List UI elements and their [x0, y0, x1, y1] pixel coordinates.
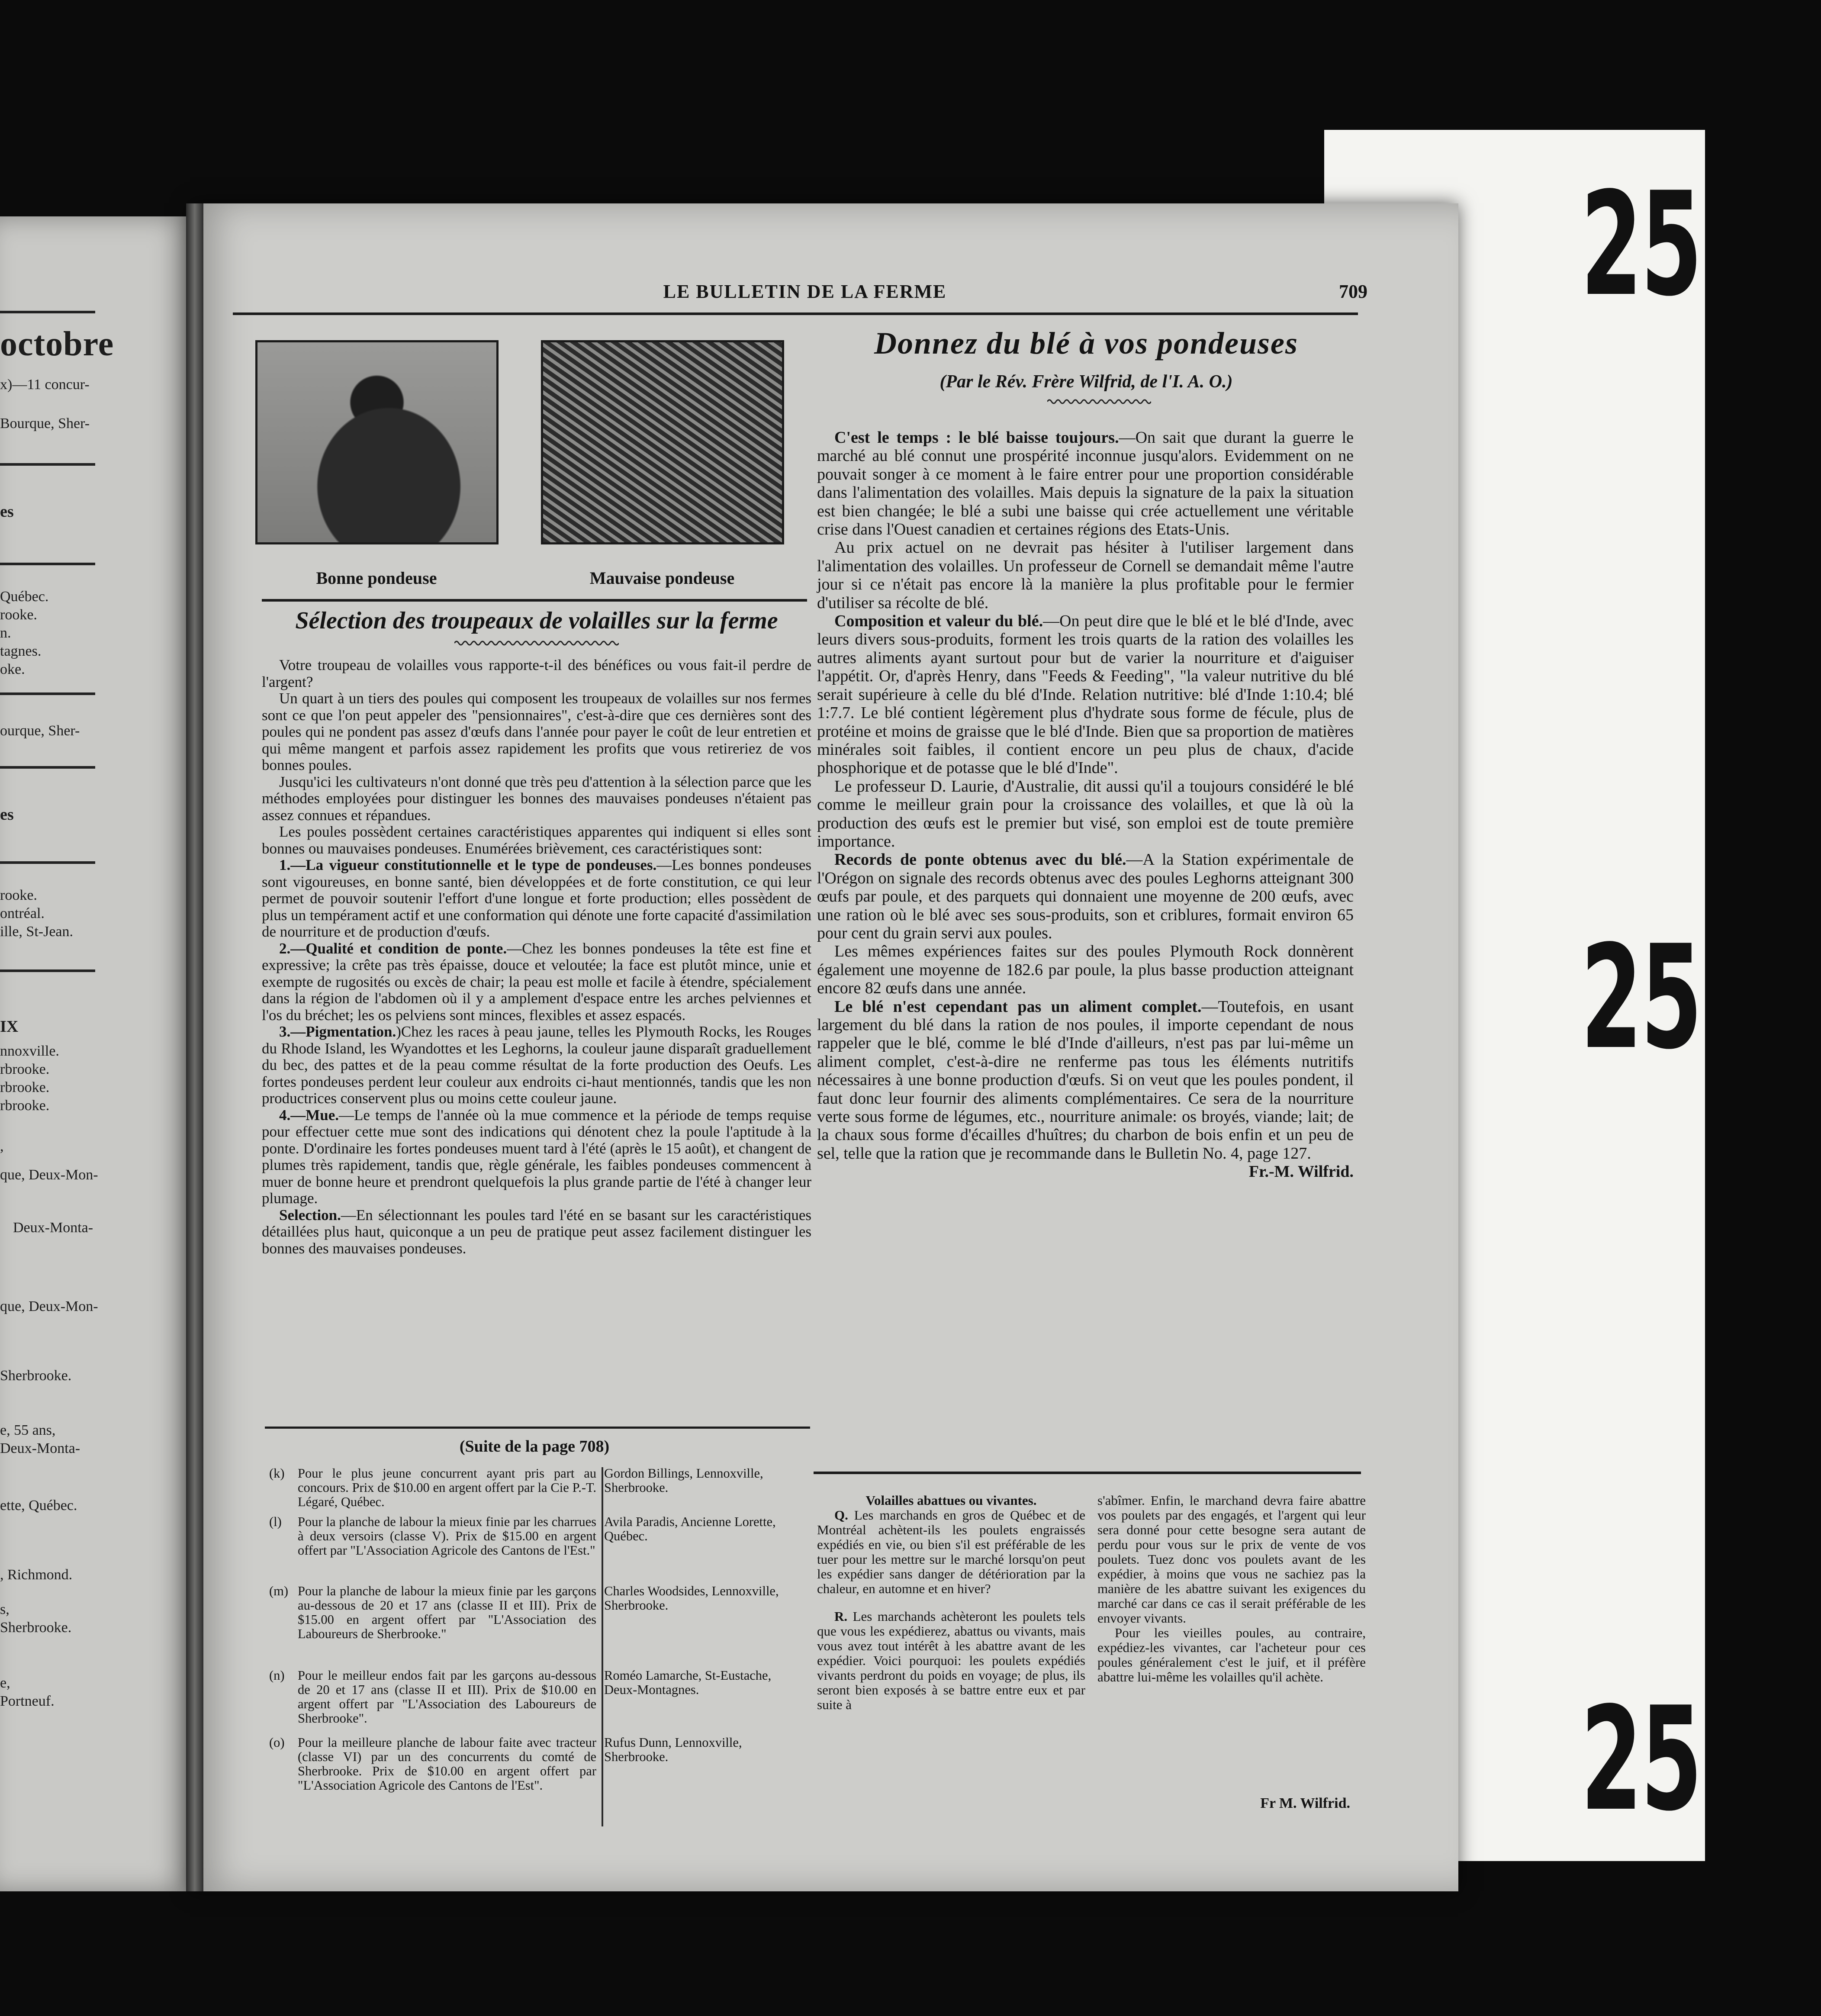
suite-letter: (m) — [269, 1584, 289, 1598]
subhead: 4.—Mue. — [279, 1106, 339, 1124]
wavy-divider — [1047, 398, 1151, 405]
left-page-line: nnoxville. — [0, 1043, 59, 1059]
left-page-line: tagnes. — [0, 643, 42, 659]
paragraph-text: —Toutefois, en usant largement du blé dans la ration de nos poules, il importe cependant de nous rappeler que le blé, comme le blé d'Inde d'ailleurs, n'est pas par lui-même un aliment complet, c'est-à-dire ne renferme pas tous les éléments nutritifs nécessaires à une bonne production d'œufs. Si on veut que les poules pondent, il faut donc leur fournir des aliments complémentaires. Ce sera de la nourriture verte sous forme de légumes, etc., nourriture animale: os broyés, viande; lait; de la chaux sous forme d'écailles d'huîtres; du charbon de bois enfin et un peu de sel, telle que la ration que je recommande dans le Bulletin No. 4, page 127. — [817, 997, 1354, 1163]
paragraph-text: —En sélectionnant les poules tard l'été en se basant sur les caractéristiques détaillées plus haut, quiconque a un peu de pratique peut assez facilement distinguer les bonnes des mauvaises pondeuses. — [262, 1206, 811, 1257]
suite-letter: (l) — [269, 1514, 282, 1529]
paragraph-text: —A la Station expérimentale de l'Orégon on signale des records obtenus avec des poules Leghorns atteignant 300 œufs par poule, et des parquets qui donnaient une moyenne de 200 œufs, avec une ration où le blé avec ses sous-produits, son et criblures, formait environ 65 pour cent du grain servi aux poules. — [817, 850, 1354, 942]
left-page-line: es — [0, 502, 14, 521]
qa-question — [817, 1508, 1085, 1596]
left-page-line: oke. — [0, 661, 25, 677]
left-page-line: Québec. — [0, 589, 49, 605]
section-rule — [265, 1427, 810, 1429]
bad-hen-photo — [541, 340, 784, 544]
paragraph-text: —On peut dire que le blé et le blé d'Inde, avec leurs divers sous-produits, forment les trois quarts de la ration des volailles les autres aliments ayant surtout pour but de varier la nourriture et d'aiguiser l'appétit. Or, d'après Henry, dans "Feeds & Feeding", "la valeur nutritive du blé serait supérieure à celle du blé d'Inde. Relation nutritive: blé d'Inde 1:10.4; blé 1:7.7. Le blé contient légèrement plus d'hydrate sous forme de fécule, plus de protéine et moins de graisse que le blé d'Inde. Bien que sa proportion de matières minérales soit faibles, il contient encore un peu plus de chaux, d'acide phosphorique et de potasse que le blé d'Inde". — [817, 612, 1354, 777]
left-page-line: ille, St-Jean. — [0, 924, 74, 940]
left-page-line: Sherbrooke. — [0, 1620, 72, 1636]
left-page-line: octobre — [0, 325, 114, 363]
left-page-line: Portneuf. — [0, 1693, 55, 1709]
page-number: 709 — [1339, 281, 1367, 302]
paragraph: Un quart à un tiers des poules qui composent les troupeaux de volailles sur nos fermes sont ce que l'on peut appeler des "pensionnaires", c'est-à-dire que ces dernières sont des poules qui ne pondent pas assez d'œufs dans l'année pour payer le coût de leur entretien et qui même mangent et parfois assez rapidement les profits que vous retireriez de vos bonnes poules. — [262, 690, 811, 773]
left-page-line: x)—11 concur- — [0, 377, 90, 393]
header-rule — [233, 312, 1358, 315]
tab-number-bottom: 25 — [1580, 1676, 1701, 1842]
paragraph-text: —On sait que durant la guerre le marché au blé connut une prospérité inconnue jusqu'alors. Evidemment on ne pouvait songer à ce moment à le faire entrer pour une proportion considérable dans l'alimentation des volailles. Mais depuis la signature de la paix la situation est bien changée; le blé a subi une baisse qui crée actuellement une véritable crise dans l'Ouest canadien et certaines régions des Etats-Unis. — [817, 428, 1354, 539]
left-page-line: Deux-Monta- — [13, 1220, 93, 1236]
suite-desc: Pour la planche de labour la mieux finie par les garçons au-dessous de 20 et 17 ans (classe II et III). Prix de $15.00 en argent offert par "L'Association des Laboureurs de Sherbrooke." — [298, 1584, 596, 1641]
left-page-line: , — [0, 1138, 4, 1154]
left-page-line: s, — [0, 1601, 10, 1617]
suite-winner: Gordon Billings, Lennoxville, Sherbrooke. — [604, 1466, 763, 1495]
wavy-divider — [454, 640, 619, 647]
left-page-line: Sherbrooke. — [0, 1368, 72, 1384]
subhead: Composition et valeur du blé. — [834, 612, 1043, 631]
right-article-title: Donnez du blé à vos pondeuses — [874, 326, 1299, 361]
left-page-line: ette, Québec. — [0, 1498, 77, 1514]
paragraph — [817, 850, 1354, 942]
paragraph-text: )Chez les races à peau jaune, telles les Plymouth Rocks, les Rouges du Rhode Island, les Wyandottes et les Leghorns, la couleur jaune disparaît graduellement du bec, des pattes et de la peau comme résultat de la forte production des Oeufs. Les fortes pondeuses perdent leur couleur aux endroits ci-haut mentionnés, tandis que les non productrices conservent plus ou moins cette couleur jaune. — [262, 1023, 811, 1107]
qa-right-column — [1097, 1493, 1366, 1684]
left-page-line: n. — [0, 625, 11, 641]
left-page-line: ourque, Sher- — [0, 723, 80, 739]
left-page-line: ontréal. — [0, 905, 45, 921]
masthead-title: LE BULLETIN DE LA FERME — [663, 281, 947, 302]
section-rule — [262, 599, 807, 602]
tab-number-top: 25 — [1580, 161, 1701, 328]
paragraph: Les poules possèdent certaines caractéristiques apparentes qui indiquent si elles sont bonnes ou mauvaises pondeuses. Enumérées brièvement, ces caractéristiques sont: — [262, 823, 811, 857]
subhead: 1.—La vigueur constitutionnelle et le type de pondeuses. — [279, 857, 657, 873]
paragraph-text: —Les bonnes pondeuses sont vigoureuses, en bonne santé, bien développées et de forte constitution, ce qui leur permet de pouvoir soutenir l'effort d'une longue et forte production; elles possèdent de plus un tempérament actif et une conformation qui dénote une forte capacité d'assimilation de nourriture et de production d'œufs. — [262, 857, 811, 940]
qa-label: R. — [834, 1609, 848, 1624]
qa-answer — [817, 1609, 1085, 1712]
subhead: Records de ponte obtenus avec du blé. — [834, 850, 1126, 869]
paragraph — [817, 998, 1354, 1163]
left-page-line: que, Deux-Mon- — [0, 1167, 98, 1183]
subhead: 3.—Pigmentation. — [279, 1023, 396, 1040]
left-page-line: rooke. — [0, 607, 37, 623]
qa-label: Q. — [834, 1507, 848, 1523]
qa-signature: Fr M. Wilfrid. — [1260, 1795, 1350, 1811]
suite-winner: Rufus Dunn, Lennoxville, Sherbrooke. — [604, 1735, 742, 1764]
right-article-byline: (Par le Rév. Frère Wilfrid, de l'I. A. O.) — [939, 372, 1233, 392]
subhead: Selection. — [279, 1206, 341, 1224]
paragraph: Les mêmes expériences faites sur des poules Plymouth Rock donnèrent également une moyenne de 182.6 par poule, la plus basse production atteignant encore 82 œufs dans une année. — [817, 942, 1354, 998]
qa-text: Les marchands achèteront les poulets tels que vous les expédierez, abattus ou vivants, mais vous avez tout intérêt à les abattre avant de les expédier. Voici pourquoi: les poulets expédiés vivants perdront du poids en voyage; de plus, ils seront bien exposés à se battre entre eux et par suite à — [817, 1609, 1085, 1712]
tab-number-middle: 25 — [1580, 915, 1701, 1081]
left-article-body — [262, 657, 811, 1257]
right-article-body — [817, 428, 1354, 1181]
good-hen-photo — [255, 340, 499, 544]
paragraph — [817, 612, 1354, 777]
suite-desc: Pour le plus jeune concurrent ayant pris part au concours. Prix de $10.00 en argent offert par la Cie P.-T. Légaré, Québec. — [298, 1466, 596, 1509]
qa-text: Pour les vieilles poules, au contraire, expédiez-les vivantes, car l'acheteur pour ces poules généralement c'est le juif, et il préfère abattre lui-même les volailles qu'il achète. — [1097, 1625, 1366, 1684]
paragraph: Jusqu'ici les cultivateurs n'ont donné que très peu d'attention à la sélection parce que les méthodes employées pour distinguer les bonnes des mauvaises pondeuses n'étaient pas assez connues et répandues. — [262, 773, 811, 824]
left-page-line: e, 55 ans, — [0, 1422, 56, 1438]
paragraph: Le professeur D. Laurie, d'Australie, dit aussi qu'il a toujours considéré le blé comme le meilleur grain pour la croissance des volailles, et que là où la production des œufs est le premier but visé, son emploi est de toute première importance. — [817, 777, 1354, 850]
paragraph: Votre troupeau de volailles vous rapporte-t-il des bénéfices ou vous fait-il perdre de l'argent? — [262, 657, 811, 690]
left-page-line: , Richmond. — [0, 1567, 73, 1583]
subhead: Le blé n'est cependant pas un aliment complet. — [834, 997, 1202, 1016]
paragraph — [817, 428, 1354, 538]
suite-desc: Pour le meilleur endos fait par les garçons au-dessous de 20 et 17 ans (classe II et III). Prix de $10.00 en argent offert par "L'Association des Laboureurs de Sherbrooke". — [298, 1668, 596, 1726]
left-page-fragment — [0, 216, 190, 1891]
qa-left-column — [817, 1493, 1085, 1712]
qa-text: s'abîmer. Enfin, le marchand devra faire abattre vos poulets par des engagés, et l'argent qui leur sera donné pour cette besogne sera autant de perdu pour vous sur le prix de vente de vos poulets. Tuez donc vos poulets avant de les expédier, à moins que vous ne sachiez pas la manière de les abattre suivant les exigences du marché car dans ce cas il serait préférable de les envoyer vivants. — [1097, 1493, 1366, 1626]
left-page-line: IX — [0, 1018, 19, 1036]
left-page-line: Deux-Monta- — [0, 1440, 80, 1456]
qa-text: Les marchands en gros de Québec et de Montréal achètent-ils les poulets engraissés expédiés en vie, ou bien s'il est préférable de les tuer pour les mettre sur le marché lorsqu'on peut les expédier sans danger de détérioration par la chaleur, en automne et en hiver? — [817, 1507, 1085, 1596]
paragraph — [262, 940, 811, 1024]
paragraph: Au prix actuel on ne devrait pas hésiter à l'utiliser largement dans l'alimentation des volailles. Un professeur de Cornell se demandait même l'autre jour si ce n'était pas encore là la manière la plus profitable pour le fermier d'utiliser sa récolte de blé. — [817, 538, 1354, 612]
paragraph — [262, 1207, 811, 1257]
suite-letter: (k) — [269, 1466, 285, 1481]
signature-line — [817, 1163, 1354, 1181]
suite-letter: (o) — [269, 1735, 285, 1750]
subhead: C'est le temps : le blé baisse toujours. — [834, 428, 1119, 447]
paragraph — [262, 1024, 811, 1107]
paragraph-text: —Chez les bonnes pondeuses la tête est fine et expressive; la crête pas très épaisse, douce et veloutée; la face est plutôt mince, unie et exempte de rugosités ou excès de chair; la peau est molle et facile à étendre, spécialement dans la région de l'abdomen où il y a amplement d'espace entre les arches pelviennes et l'os du bréchet; les os pelviens sont minces, flexibles et assez espacés. — [262, 940, 811, 1024]
paragraph — [262, 857, 811, 940]
suite-desc: Pour la meilleure planche de labour faite avec tracteur (classe VI) par un des concurrents du comté de Sherbrooke. Prix de $10.00 en argent offert par "L'Association Agricole des Cantons de l'Est". — [298, 1735, 596, 1793]
left-page-line: que, Deux-Mon- — [0, 1298, 98, 1314]
qa-title: Volailles abattues ou vivantes. — [865, 1493, 1037, 1508]
suite-desc: Pour la planche de labour la mieux finie par les charrues à deux versoirs (classe V). Prix de $15.00 en argent offert par "L'Association Agricole des Cantons de l'Est." — [298, 1514, 596, 1558]
suite-winner: Charles Woodsides, Lennoxville, Sherbrooke. — [604, 1584, 779, 1613]
section-rule — [814, 1472, 1361, 1474]
left-page-line: e, — [0, 1675, 10, 1691]
left-page-line: es — [0, 805, 14, 824]
left-page-line: rooke. — [0, 887, 37, 903]
left-page-line: rbrooke. — [0, 1079, 50, 1095]
subhead: 2.—Qualité et condition de ponte. — [279, 940, 507, 957]
suite-winner: Avila Paradis, Ancienne Lorette, Québec. — [604, 1514, 776, 1543]
column-divider — [602, 1467, 603, 1826]
paragraph — [262, 1107, 811, 1207]
left-page-line: Bourque, Sher- — [0, 415, 90, 432]
photo-caption-bad: Mauvaise pondeuse — [589, 568, 735, 588]
suite-letter: (n) — [269, 1668, 285, 1683]
suite-winner: Roméo Lamarche, St-Eustache, Deux-Montagnes. — [604, 1668, 772, 1697]
left-page-line: rbrooke. — [0, 1061, 50, 1077]
photo-caption-good: Bonne pondeuse — [316, 568, 437, 588]
left-page-line: rbrooke. — [0, 1098, 50, 1114]
page-gutter — [186, 203, 203, 1891]
paragraph-text: —Le temps de l'année où la mue commence et la période de temps requise pour effectuer cette mue sont des indications qui dénotent chez la poule l'aptitude à la ponte. D'ordinaire les fortes pondeuses muent tard à l'été (après le 15 août), et changent de plumes très rapidement, tandis que, règle générale, les faibles pondeuses commencent à muer de bonne heure et prendront quelquefois la plus grande partie de l'été à changer leur plumage. — [262, 1106, 811, 1207]
signature: Fr.-M. Wilfrid. — [1248, 1163, 1354, 1181]
left-article-title: Sélection des troupeaux de volailles sur la ferme — [295, 607, 778, 634]
suite-title: (Suite de la page 708) — [459, 1437, 610, 1456]
